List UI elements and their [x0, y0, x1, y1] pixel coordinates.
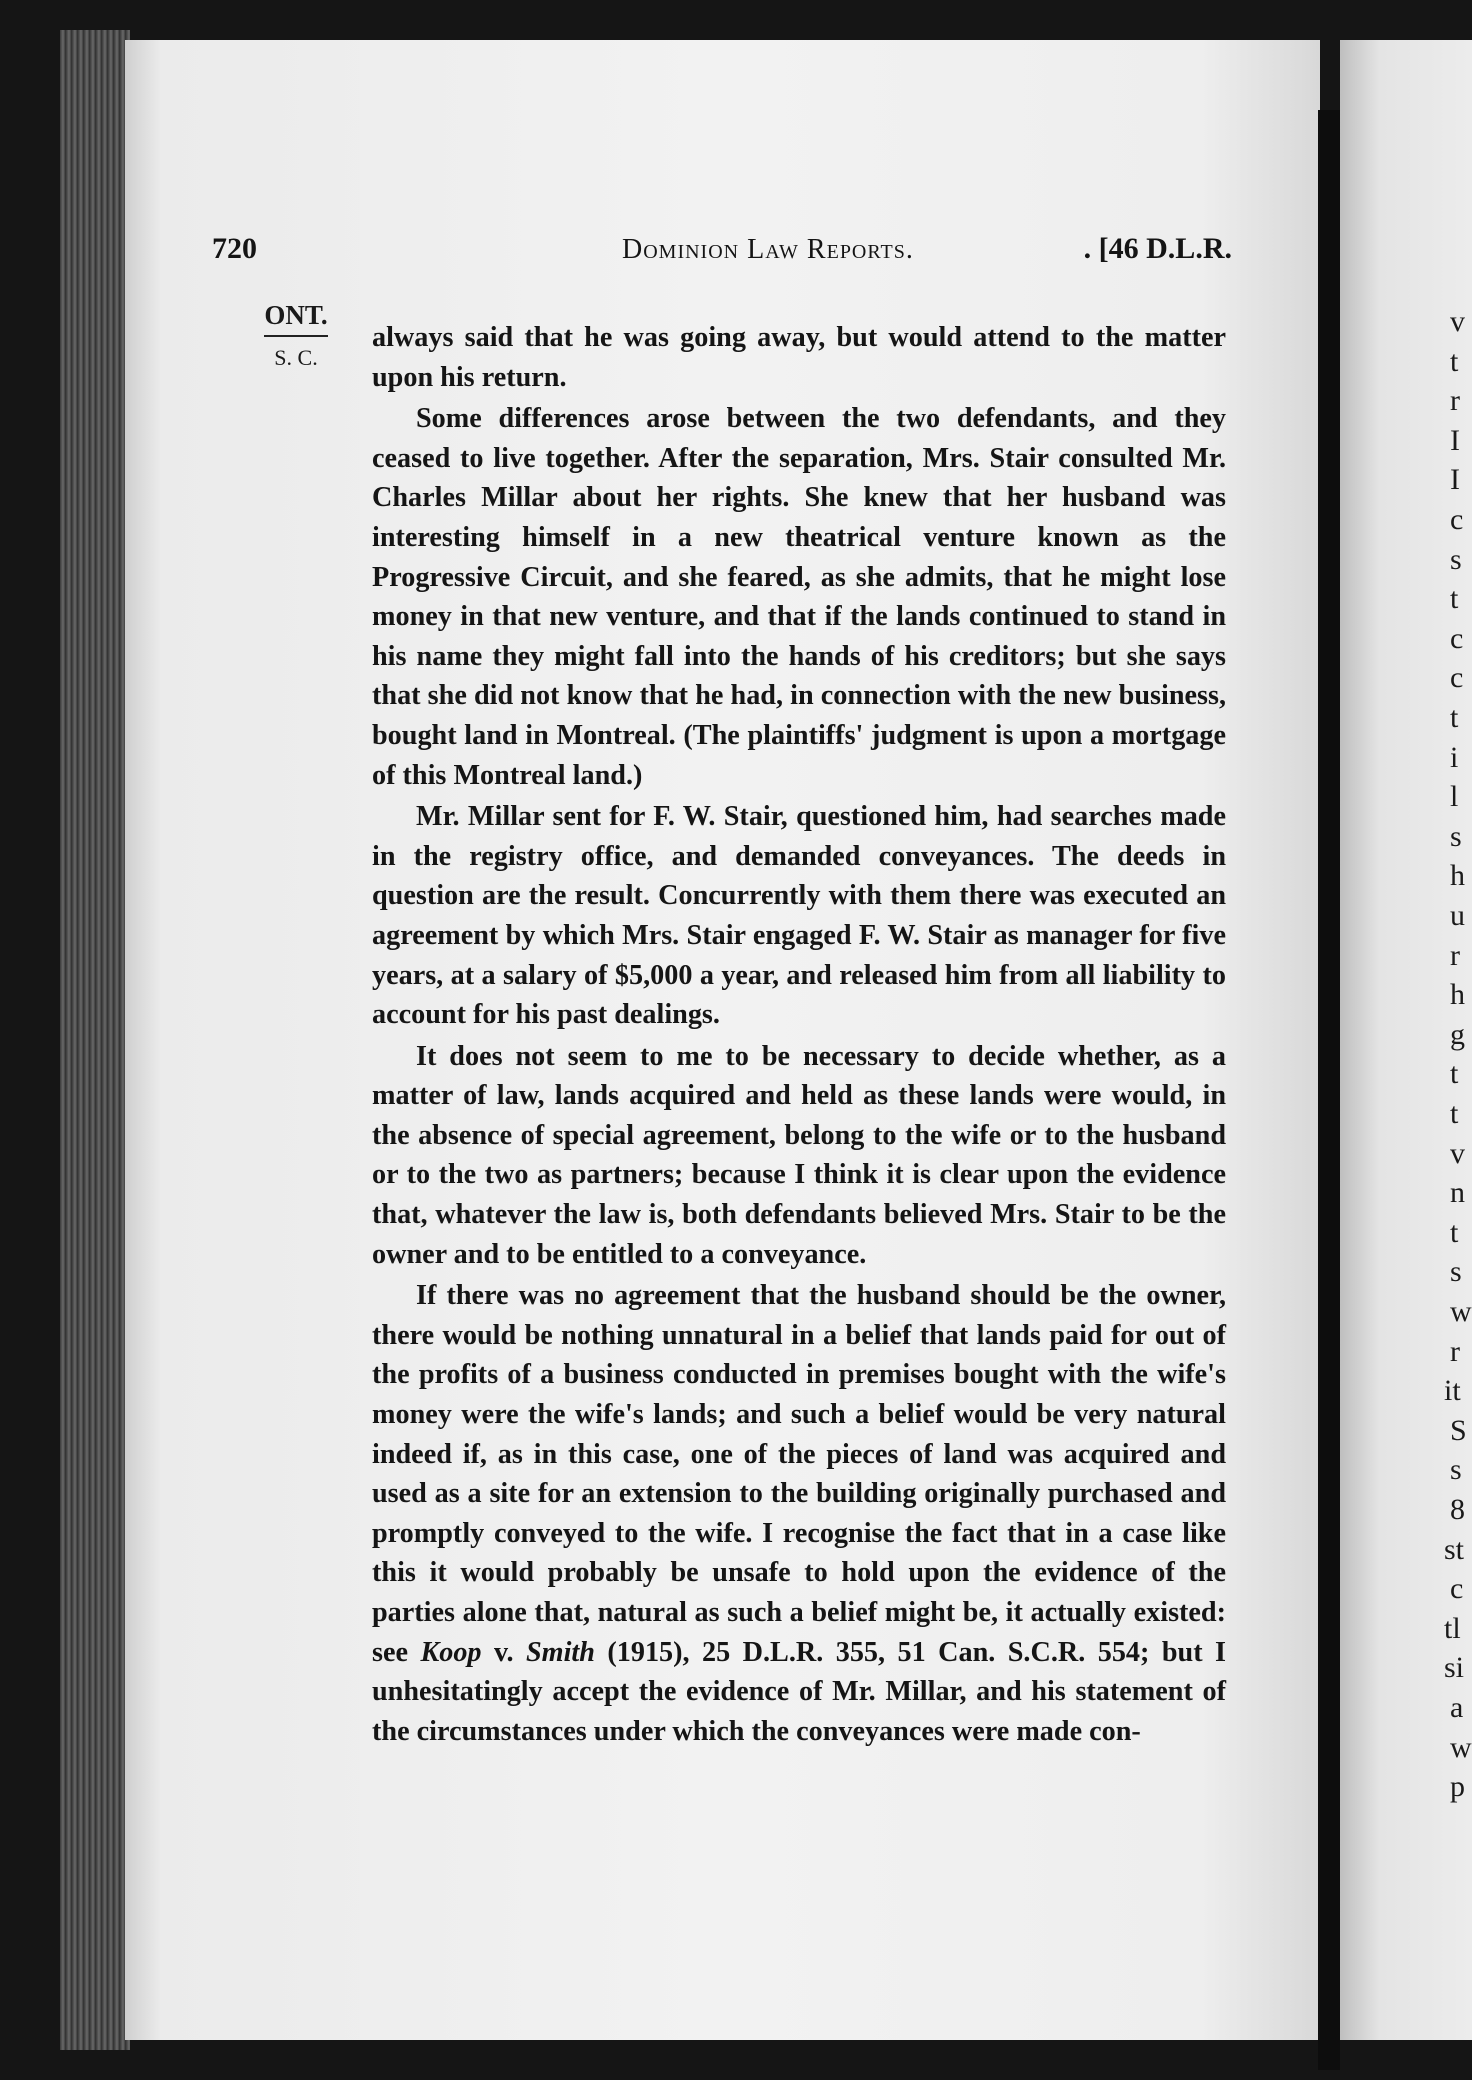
- facing-page-fragment: g: [1450, 1017, 1465, 1051]
- running-title: Dominion Law Reports.: [622, 234, 914, 265]
- facing-page-fragment: 8: [1450, 1493, 1465, 1526]
- body-text: [372, 318, 1226, 1751]
- paragraph: always said that he was going away, but would attend to the matter upon his return.: [372, 322, 1226, 393]
- facing-page-fragment: st: [1444, 1532, 1465, 1566]
- court-label: S. C.: [274, 345, 318, 370]
- running-header: [212, 232, 1232, 272]
- facing-page-fragment: v: [1450, 305, 1465, 338]
- facing-page-fragment: c: [1450, 661, 1464, 695]
- case-versus: v.: [481, 1636, 526, 1668]
- facing-page-fragment: r: [1450, 384, 1460, 418]
- facing-page-fragment: h: [1450, 859, 1465, 893]
- paragraph-text: (1915), 25 D.L.R. 355, 51 Can. S.C.R. 554; but I unhesitatingly accept the evidence of Mr. Millar, and his statement of the circumstances under which the conveyances were made con-: [372, 1636, 1226, 1747]
- facing-page-fragment: c: [1450, 503, 1464, 536]
- facing-page-fragment: w: [1450, 1730, 1472, 1764]
- page-number: 720: [212, 232, 257, 265]
- book-page-edges: [60, 30, 130, 2050]
- facing-page-fragment: t: [1450, 701, 1459, 734]
- facing-page-fragment: it: [1444, 1374, 1461, 1408]
- paragraph: It does not seem to me to be necessary to decide whether, as a matter of law, lands acquired and held as these lands were would, in the absence of special agreement, belong to the wife or to the husband or to the two as partners; because I think it is clear upon the evidence that, whatever the law is, both defendants believed Mrs. Stair to be the owner and to be entitled to a conveyance.: [372, 1040, 1226, 1270]
- facing-page-fragment: l: [1450, 780, 1459, 814]
- province-label: ONT.: [264, 300, 327, 337]
- facing-page-fragment: i: [1450, 740, 1459, 774]
- book-gutter: [1318, 110, 1340, 2070]
- facing-page-fragment: h: [1450, 978, 1465, 1012]
- facing-page-fragment: S: [1450, 1413, 1467, 1447]
- facing-page-fragment: I: [1450, 423, 1460, 457]
- facing-page-fragment: n: [1450, 1176, 1465, 1210]
- facing-page-fragment: si: [1444, 1651, 1465, 1685]
- paragraph: [372, 1276, 1226, 1751]
- facing-page-fragment: s: [1450, 1453, 1462, 1487]
- facing-page-fragment: tl: [1444, 1611, 1461, 1645]
- facing-page-fragment: t: [1450, 1215, 1459, 1249]
- facing-page-fragment: t: [1450, 1097, 1459, 1130]
- paragraph-text: If there was no agreement that the husband should be the owner, there would be nothing unnatural in a belief that lands paid for out of the profits of a business conducted in premises bought with the wife's money were the wife's lands; and such a belief would be very natural indeed if, as in this case, one of the pieces of land was acquired and used as a site for an extension to the building originally purchased and promptly conveyed to the wife. I recognise the fact that in a case like this it would probably be unsafe to hold upon the evidence of the parties alone that, natural as such a belief might be, it actually existed: see: [372, 1280, 1226, 1668]
- paragraph: Mr. Millar sent for F. W. Stair, questioned him, had searches made in the registry office, and demanded conveyances. The deeds in question are the result. Concurrently with them there was executed an agreement by which Mrs. Stair engaged F. W. Stair as manager for five years, at a salary of $5,000 a year, and released him from all liability to account for his past dealings.: [372, 801, 1226, 1031]
- facing-page: [1340, 40, 1472, 2040]
- case-party: Koop: [420, 1636, 482, 1668]
- facing-page-fragment: c: [1450, 1572, 1464, 1606]
- facing-page-fragment: a: [1450, 1691, 1464, 1724]
- facing-page-fragment: v: [1450, 1136, 1465, 1170]
- facing-page-fragment: w: [1450, 1295, 1472, 1328]
- case-party: Smith: [526, 1636, 595, 1668]
- marginal-note: [256, 300, 336, 371]
- paragraph: Some differences arose between the two defendants, and they ceased to live together. After the separation, Mrs. Stair consulted Mr. Charles Millar about her rights. She knew that her husband was interesting himself in a new theatrical venture known as the Progressive Circuit, and she feared, as she admits, that he might lose money in that new venture, and that if the lands continued to stand in his name they might fall into the hands of his creditors; but she says that she did not know that he had, in connection with the new business, bought land in Montreal. (The plaintiffs' judgment is upon a mortgage of this Montreal land.): [372, 403, 1226, 791]
- facing-page-fragment: u: [1450, 899, 1465, 932]
- facing-page-fragment: s: [1450, 542, 1462, 576]
- facing-page-fragment: s: [1450, 1255, 1462, 1289]
- facing-page-fragment: t: [1450, 1057, 1459, 1091]
- facing-page-fragment: c: [1450, 621, 1464, 655]
- facing-page-fragment: t: [1450, 344, 1459, 378]
- facing-page-fragment: t: [1450, 582, 1459, 616]
- facing-page-fragment: I: [1450, 463, 1460, 497]
- facing-page-fragment: r: [1450, 1334, 1460, 1368]
- facing-page-fragment: s: [1450, 819, 1462, 853]
- facing-page-fragment: p: [1450, 1770, 1465, 1804]
- facing-page-fragment: r: [1450, 938, 1460, 972]
- volume-reference: . [46 D.L.R.: [1083, 232, 1232, 265]
